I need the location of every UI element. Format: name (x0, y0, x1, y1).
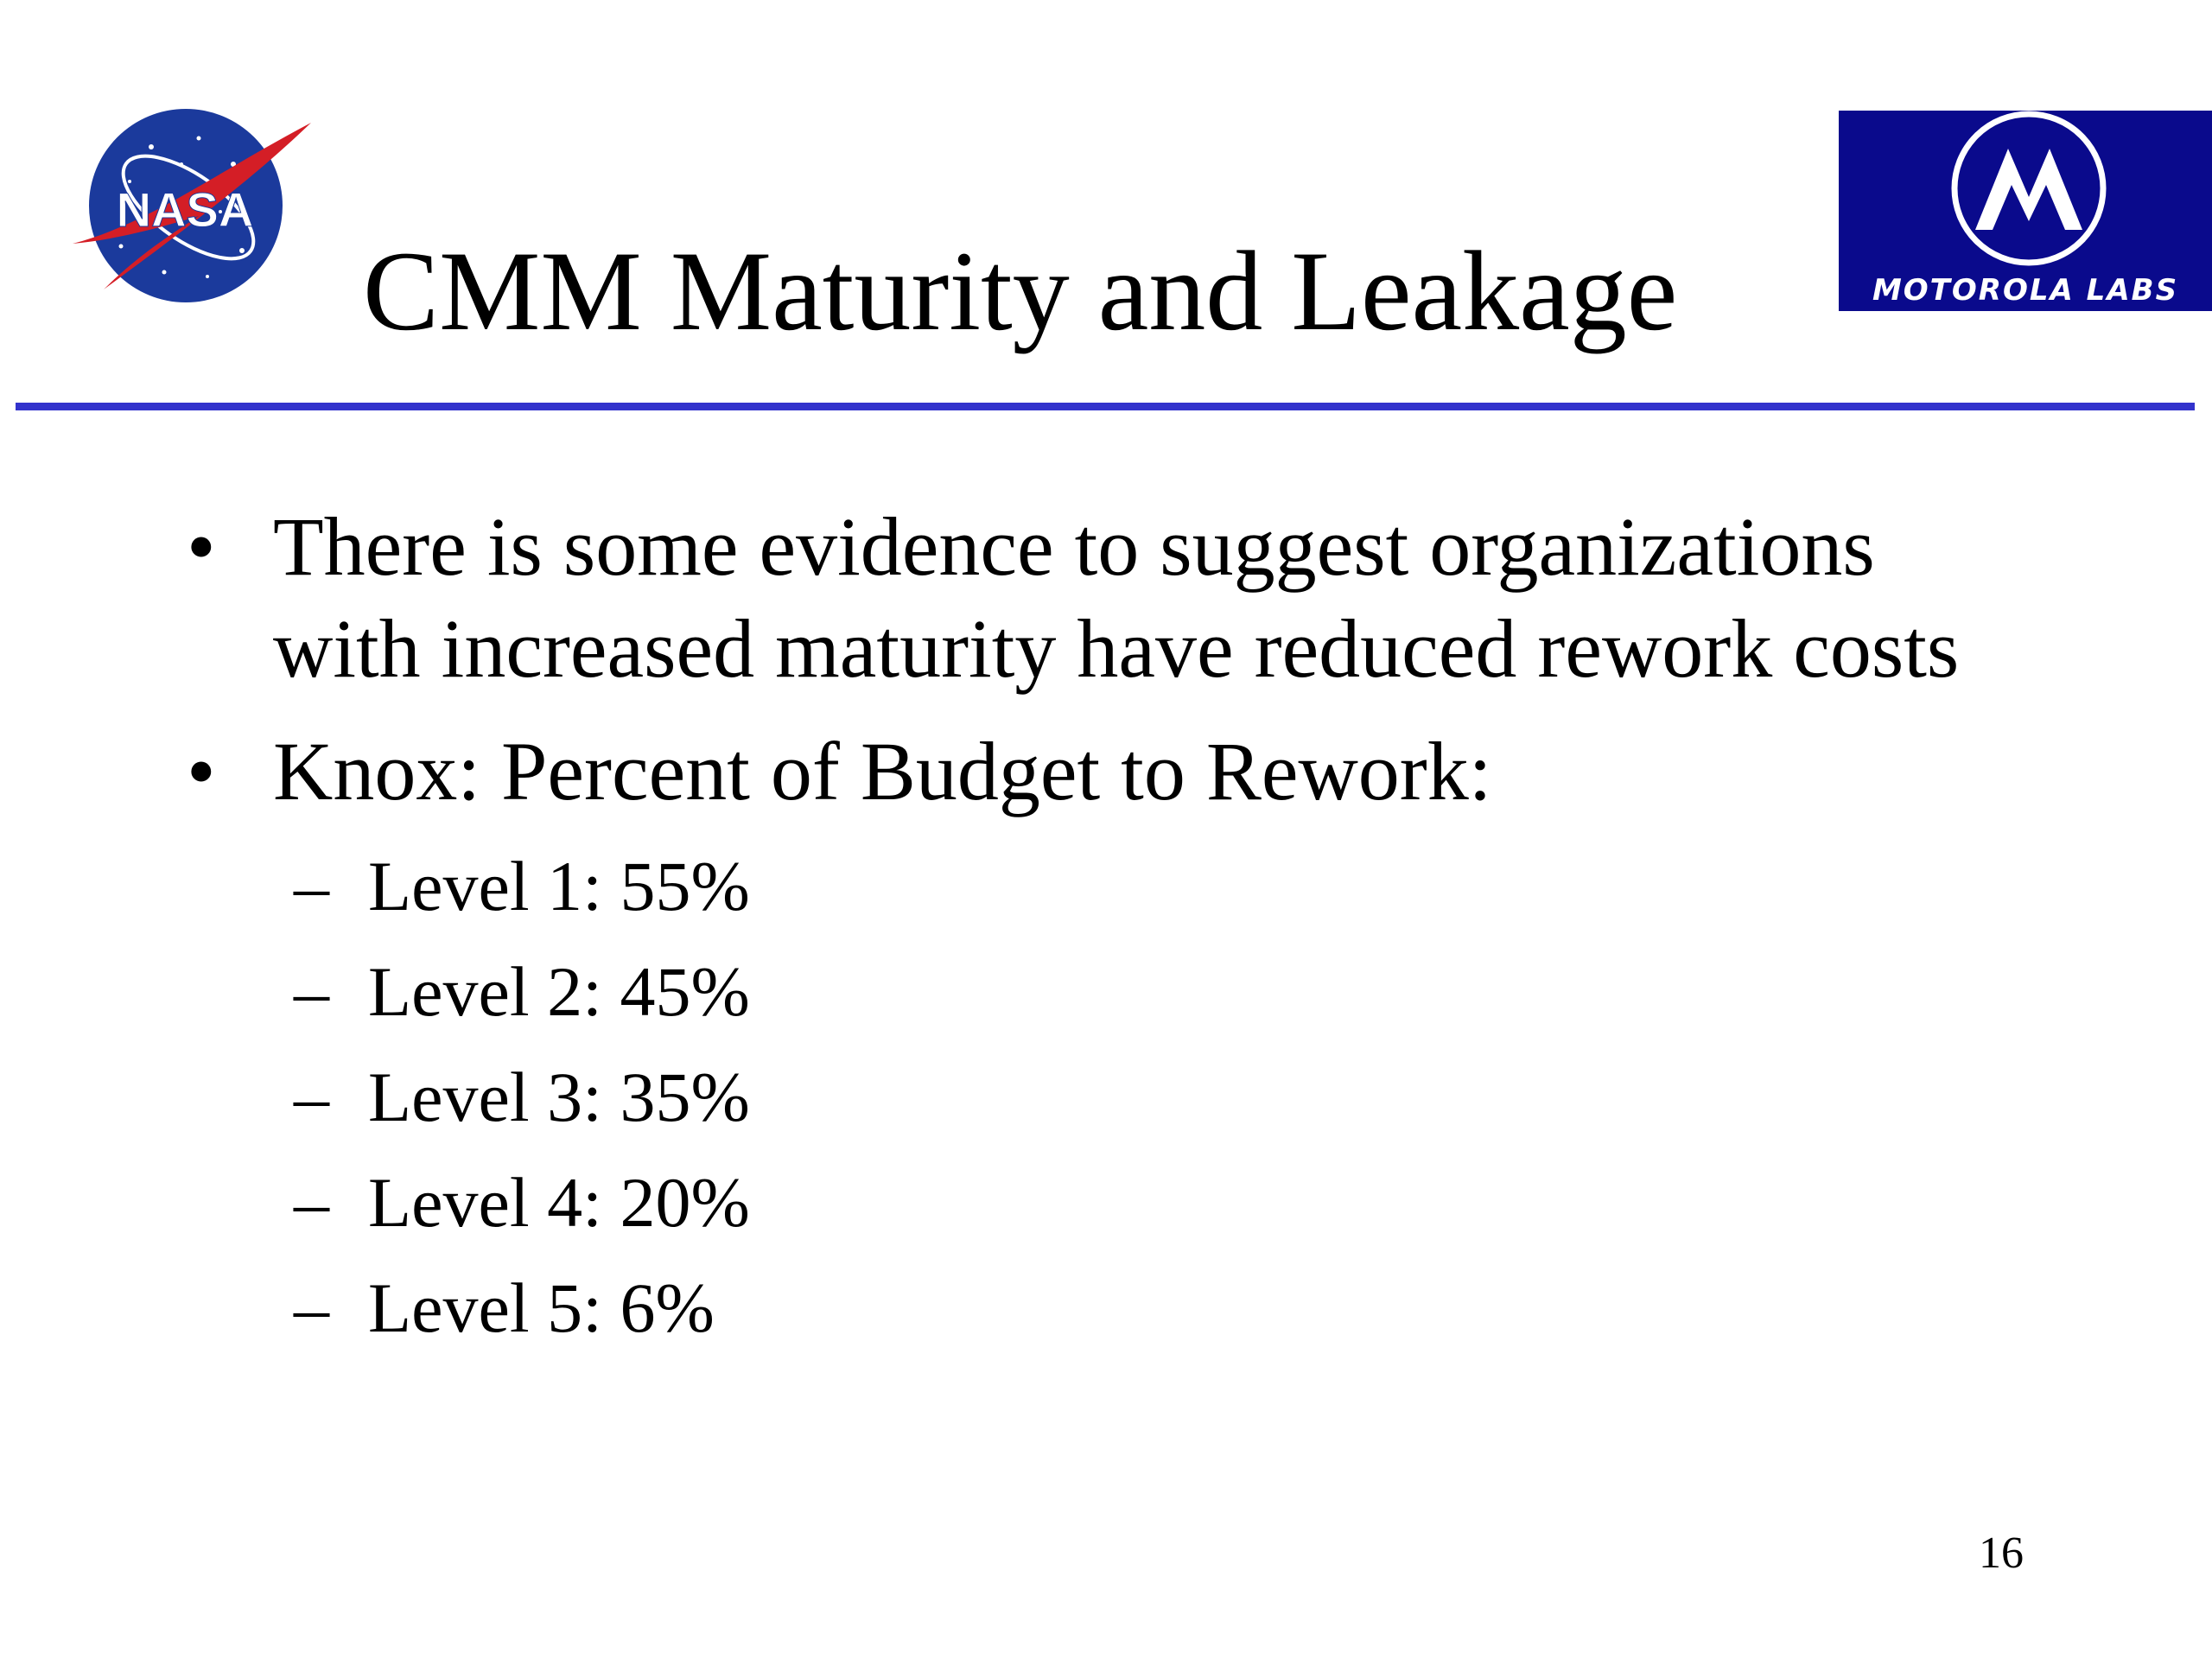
sub-item-level-4: Level 4: 20% (368, 1163, 750, 1242)
sub-item-level-5: Level 5: 6% (368, 1268, 715, 1347)
motorola-logo-m (1975, 149, 2082, 230)
title-divider (16, 403, 2195, 410)
sub-item-level-3: Level 3: 35% (368, 1058, 750, 1136)
bullet-marker: • (187, 725, 216, 817)
sub-item-marker: – (294, 1268, 329, 1347)
sub-item-marker: – (294, 952, 329, 1031)
bullet-1-line-1: There is some evidence to suggest organizations (273, 500, 1875, 593)
nasa-logo-graphic (69, 104, 328, 311)
nasa-logo-text: NASA (116, 182, 254, 237)
sub-item-marker: – (294, 847, 329, 925)
nasa-logo (69, 104, 328, 311)
sub-item-marker: – (294, 1058, 329, 1136)
sub-item-marker: – (294, 1163, 329, 1242)
page-number: 16 (1979, 1529, 2024, 1578)
bullet-1-line-2: with increased maturity have reduced rework costs (273, 602, 1960, 695)
slide-title: CMM Maturity and Leakage (363, 227, 1678, 354)
bullet-marker: • (187, 500, 216, 593)
motorola-logo-ring (1955, 114, 2103, 263)
sub-item-level-2: Level 2: 45% (368, 952, 750, 1031)
sub-item-level-1: Level 1: 55% (368, 847, 750, 925)
motorola-logo-text: MOTOROLA LABS (1872, 273, 2179, 308)
motorola-labs-logo (1839, 111, 2212, 311)
bullet-2-line-1: Knox: Percent of Budget to Rework: (273, 725, 1492, 817)
